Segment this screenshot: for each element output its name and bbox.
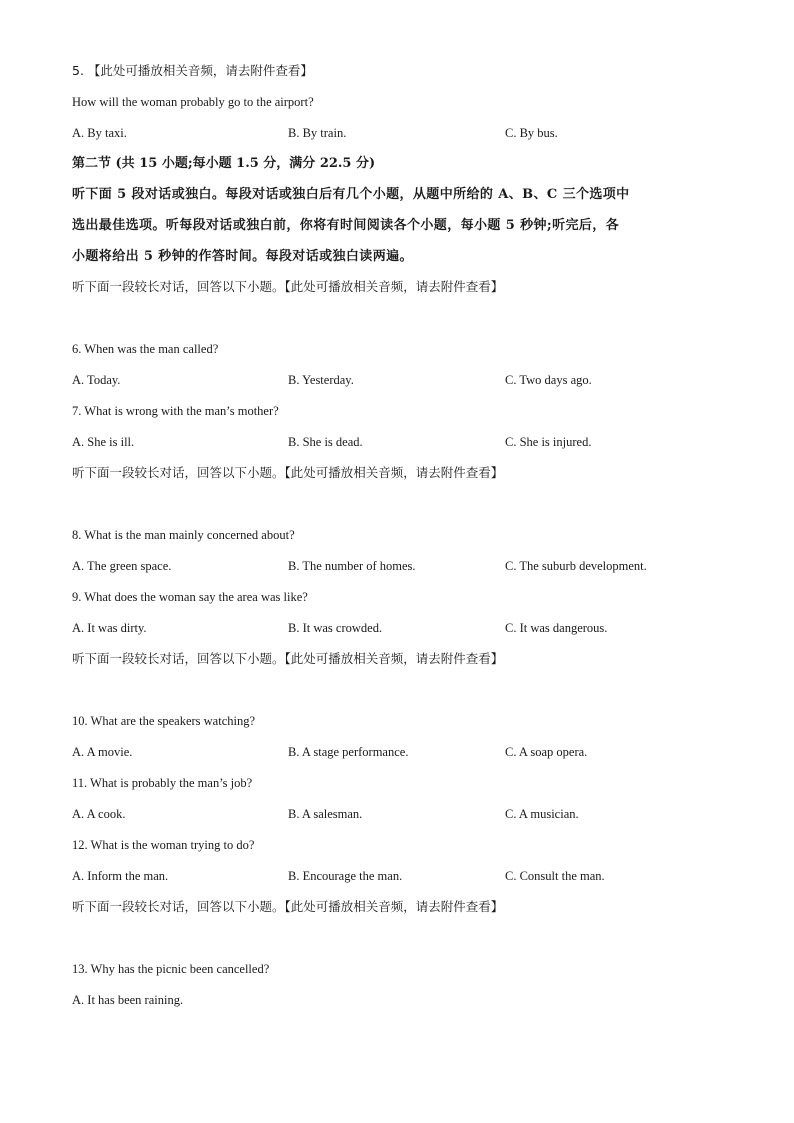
- option-b: B. A stage performance.: [288, 745, 409, 759]
- option-a: A. It was dirty.: [72, 621, 147, 635]
- directions-line: 选出最佳选项。听每段对话或独白前，你将有时间阅读各个小题，每小题 5 秒钟;听完后，各: [72, 218, 620, 233]
- option-a: A. A movie.: [72, 745, 133, 759]
- question-text: 12. What is the woman trying to do?: [72, 838, 255, 852]
- option-c: C. Two days ago.: [505, 373, 592, 387]
- option-b: B. The number of homes.: [288, 559, 416, 573]
- section-2-directions: [72, 179, 732, 272]
- question-5-header: 5. 【此处可播放相关音频，请去附件查看】: [72, 63, 313, 78]
- option-c: C. By bus.: [505, 126, 558, 140]
- question-5-options: [72, 124, 732, 142]
- question-options: [72, 743, 732, 761]
- option-b: B. It was crowded.: [288, 621, 383, 635]
- question-text: 13. Why has the picnic been cancelled?: [72, 962, 270, 976]
- option-b: B. A salesman.: [288, 807, 363, 821]
- question-options: [72, 805, 732, 823]
- question-text: 7. What is wrong with the man’s mother?: [72, 404, 279, 418]
- option-c: C. It was dangerous.: [505, 621, 608, 635]
- option-a: A. Inform the man.: [72, 869, 169, 883]
- audio-instruction: 听下面一段较长对话，回答以下小题。【此处可播放相关音频，请去附件查看】: [72, 899, 504, 914]
- option-a: A. She is ill.: [72, 435, 135, 449]
- option-c: C. A musician.: [505, 807, 579, 821]
- document-page: [72, 62, 732, 1022]
- option-a: A. Today.: [72, 373, 121, 387]
- option-b: B. Yesterday.: [288, 373, 354, 387]
- directions-line: 听下面 5 段对话或独白。每段对话或独白后有几个小题，从题中所给的 A、B、C 三个选项中: [72, 187, 630, 202]
- option-a: A. A cook.: [72, 807, 126, 821]
- option-c: C. She is injured.: [505, 435, 592, 449]
- option-b: B. By train.: [288, 126, 347, 140]
- audio-instruction: 听下面一段较长对话，回答以下小题。【此处可播放相关音频，请去附件查看】: [72, 651, 504, 666]
- option-a: A. The green space.: [72, 559, 172, 573]
- audio-instruction: 听下面一段较长对话，回答以下小题。【此处可播放相关音频，请去附件查看】: [72, 279, 504, 294]
- question-options: [72, 371, 732, 389]
- question-options: [72, 867, 732, 885]
- question-text: 8. What is the man mainly concerned about?: [72, 528, 295, 542]
- question-text: 9. What does the woman say the area was like?: [72, 590, 308, 604]
- question-5-text: How will the woman probably go to the airport?: [72, 95, 314, 109]
- option-c: C. Consult the man.: [505, 869, 605, 883]
- section-2-title: 第二节 (共 15 小题;每小题 1.5 分，满分 22.5 分): [72, 156, 376, 171]
- option-a: A. By taxi.: [72, 126, 127, 140]
- question-options: [72, 991, 732, 1009]
- audio-instruction: 听下面一段较长对话，回答以下小题。【此处可播放相关音频，请去附件查看】: [72, 465, 504, 480]
- question-options: [72, 433, 732, 451]
- question-text: 11. What is probably the man’s job?: [72, 776, 253, 790]
- option-b: B. She is dead.: [288, 435, 363, 449]
- option-a: A. It has been raining.: [72, 993, 184, 1007]
- question-options: [72, 557, 732, 575]
- option-b: B. Encourage the man.: [288, 869, 403, 883]
- question-text: 10. What are the speakers watching?: [72, 714, 256, 728]
- directions-line: 小题将给出 5 秒钟的作答时间。每段对话或独白读两遍。: [72, 249, 413, 264]
- option-c: C. The suburb development.: [505, 559, 647, 573]
- question-options: [72, 619, 732, 637]
- question-text: 6. When was the man called?: [72, 342, 219, 356]
- option-c: C. A soap opera.: [505, 745, 588, 759]
